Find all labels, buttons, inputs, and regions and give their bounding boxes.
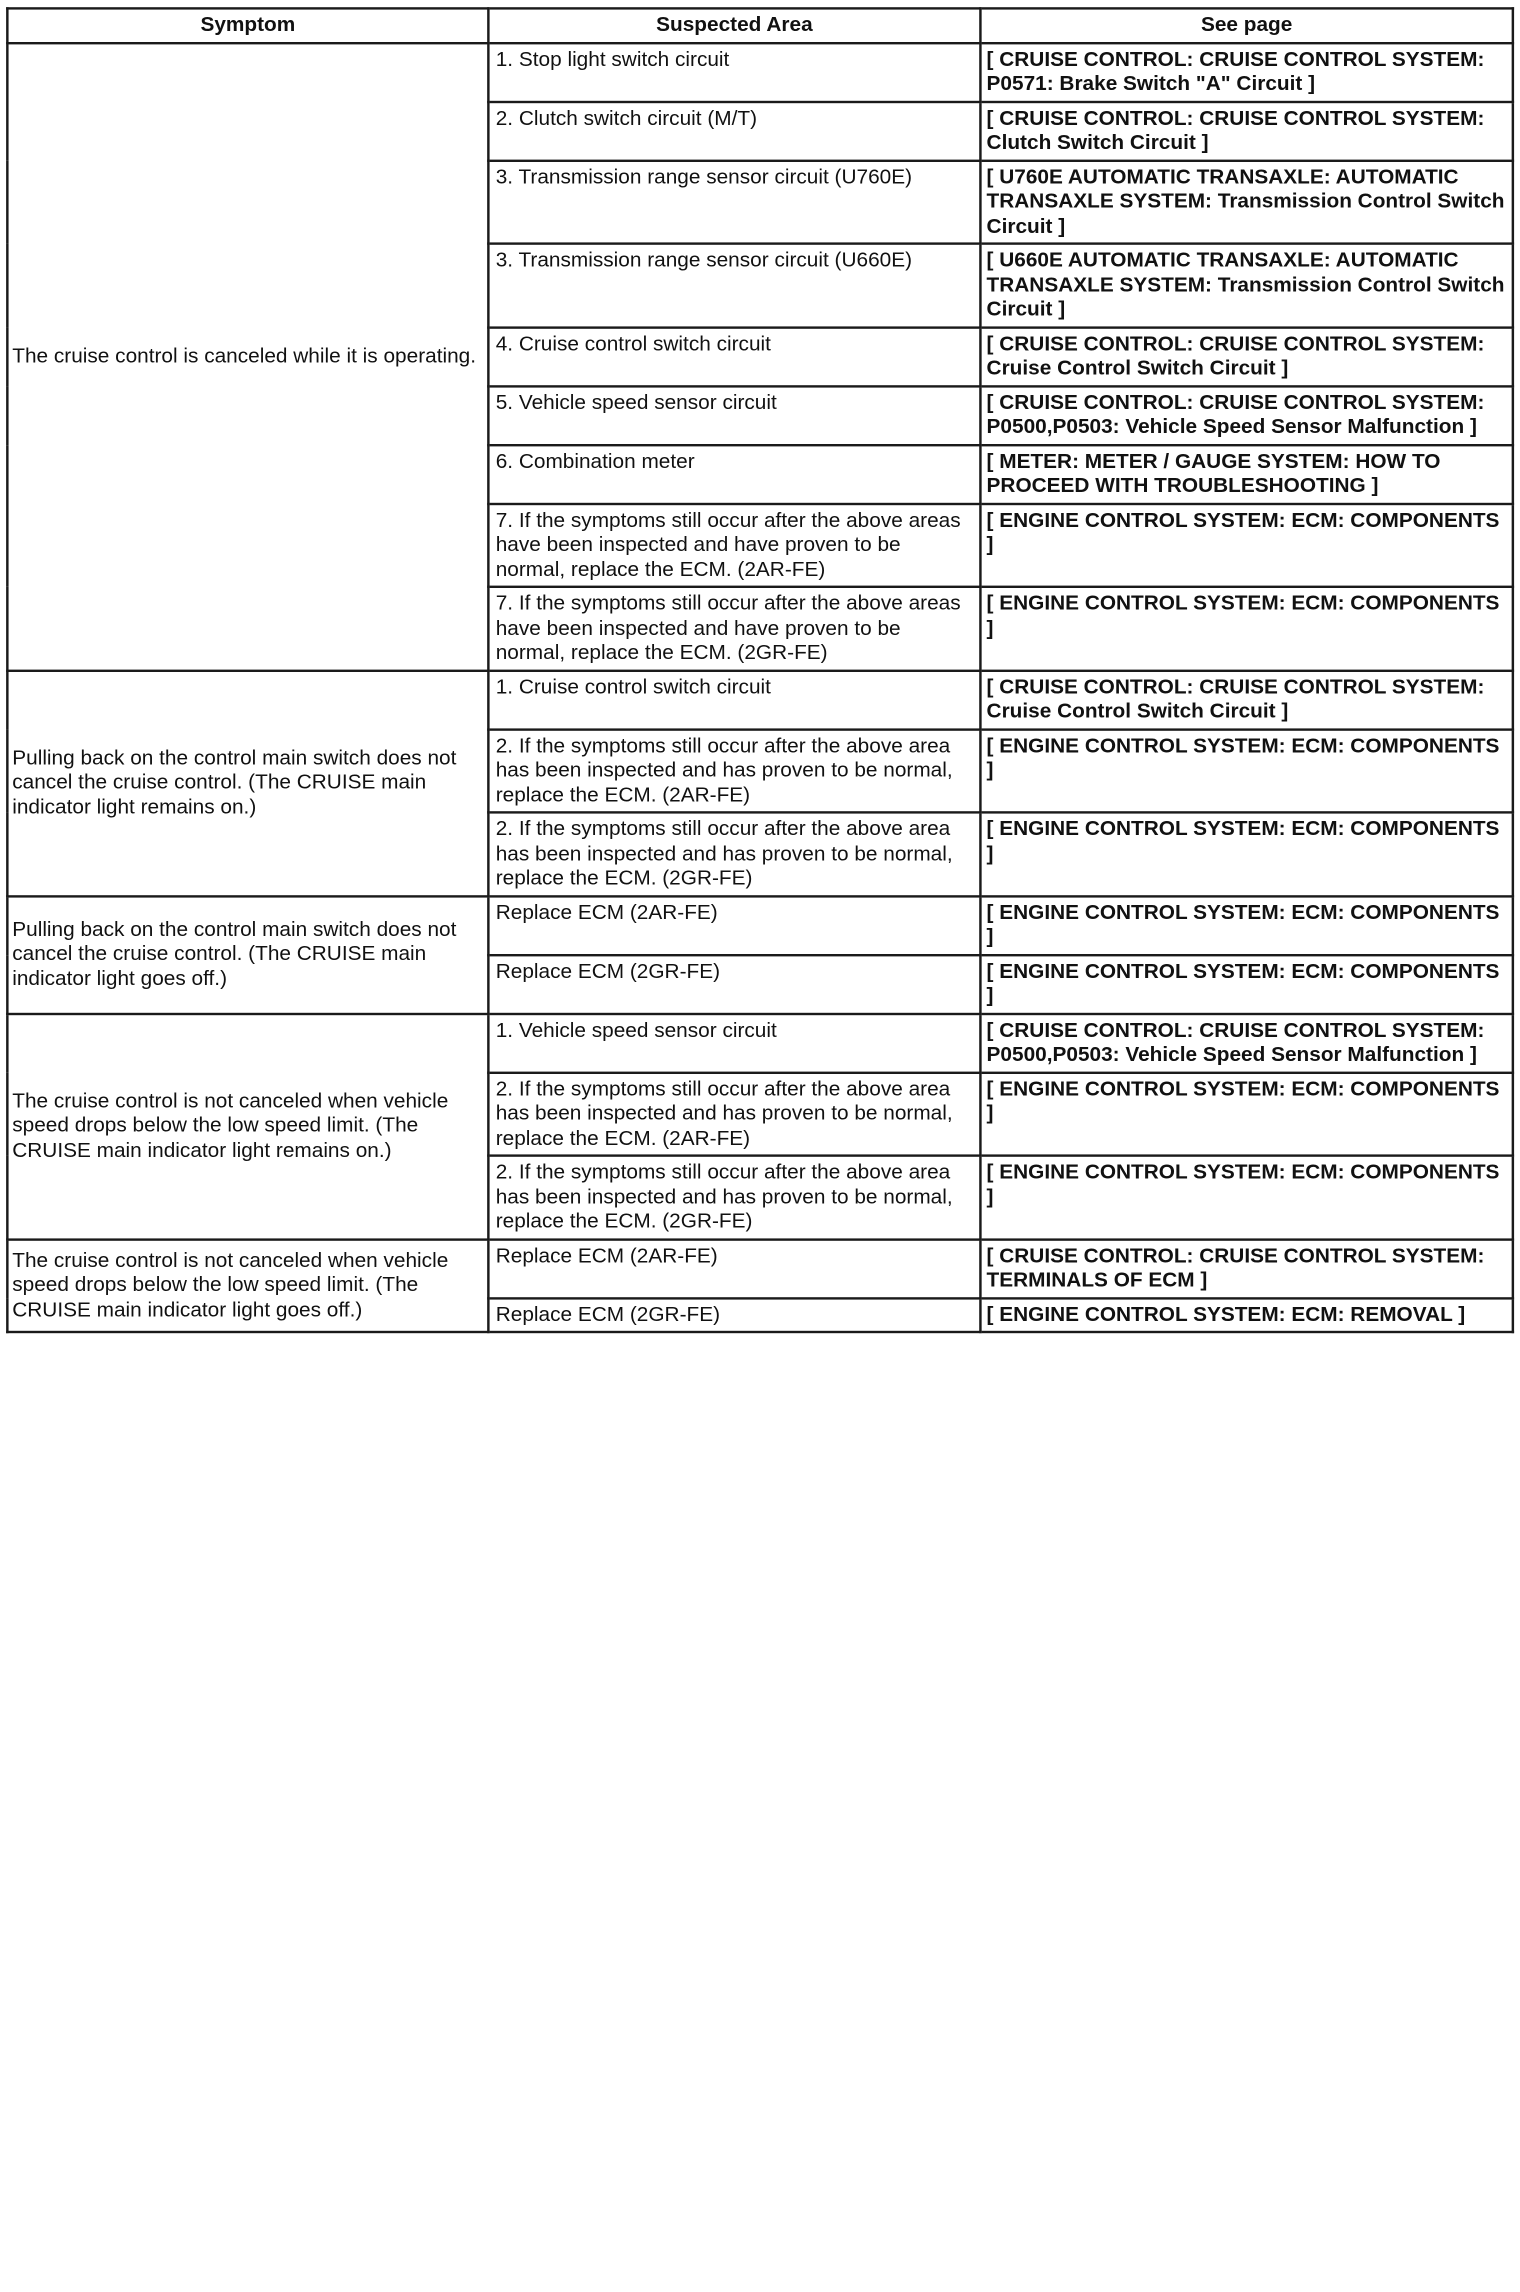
- see-page-link[interactable]: [ ENGINE CONTROL SYSTEM: ECM: COMPONENTS ]: [980, 812, 1512, 895]
- header-symptom: Symptom: [7, 8, 488, 42]
- see-page-link[interactable]: [ ENGINE CONTROL SYSTEM: ECM: COMPONENTS ]: [980, 587, 1512, 670]
- suspected-area-cell: Replace ECM (2AR-FE): [488, 1239, 980, 1298]
- suspected-area-cell: 1. Stop light switch circuit: [488, 43, 980, 102]
- suspected-area-cell: 2. If the symptoms still occur after the above area has been inspected and has proven to be normal, replace the ECM. (2GR-FE): [488, 812, 980, 895]
- see-page-link[interactable]: [ ENGINE CONTROL SYSTEM: ECM: REMOVAL ]: [980, 1298, 1512, 1332]
- suspected-area-cell: 2. If the symptoms still occur after the above area has been inspected and has proven to be normal, replace the ECM. (2AR-FE): [488, 729, 980, 812]
- see-page-link[interactable]: [ U660E AUTOMATIC TRANSAXLE: AUTOMATIC TRANSAXLE SYSTEM: Transmission Control Switch Circuit ]: [980, 244, 1512, 327]
- see-page-link[interactable]: [ CRUISE CONTROL: CRUISE CONTROL SYSTEM: Clutch Switch Circuit ]: [980, 101, 1512, 160]
- table-header-row: [7, 8, 1513, 42]
- see-page-link[interactable]: [ ENGINE CONTROL SYSTEM: ECM: COMPONENTS ]: [980, 729, 1512, 812]
- table-row: [7, 670, 1513, 729]
- see-page-link[interactable]: [ ENGINE CONTROL SYSTEM: ECM: COMPONENTS ]: [980, 955, 1512, 1014]
- suspected-area-cell: 3. Transmission range sensor circuit (U660E): [488, 244, 980, 327]
- suspected-area-cell: 2. If the symptoms still occur after the above area has been inspected and has proven to be normal, replace the ECM. (2AR-FE): [488, 1072, 980, 1155]
- see-page-link[interactable]: [ CRUISE CONTROL: CRUISE CONTROL SYSTEM: P0500,P0503: Vehicle Speed Sensor Malfunction ]: [980, 386, 1512, 445]
- header-see-page: See page: [980, 8, 1512, 42]
- symptom-cell: Pulling back on the control main switch does not cancel the cruise control. (The CRUISE main indicator light remains on.): [7, 670, 488, 896]
- table-row: [7, 896, 1513, 955]
- see-page-link[interactable]: [ U760E AUTOMATIC TRANSAXLE: AUTOMATIC TRANSAXLE SYSTEM: Transmission Control Switch Circuit ]: [980, 160, 1512, 243]
- see-page-link[interactable]: [ ENGINE CONTROL SYSTEM: ECM: COMPONENTS ]: [980, 503, 1512, 586]
- suspected-area-cell: 4. Cruise control switch circuit: [488, 327, 980, 386]
- table-row: [7, 1013, 1513, 1072]
- suspected-area-cell: 1. Cruise control switch circuit: [488, 670, 980, 729]
- symptom-cell: The cruise control is not canceled when vehicle speed drops below the low speed limit. (The CRUISE main indicator light remains on.): [7, 1013, 488, 1239]
- see-page-link[interactable]: [ ENGINE CONTROL SYSTEM: ECM: COMPONENTS ]: [980, 1072, 1512, 1155]
- suspected-area-cell: 5. Vehicle speed sensor circuit: [488, 386, 980, 445]
- suspected-area-cell: 6. Combination meter: [488, 445, 980, 504]
- see-page-link[interactable]: [ CRUISE CONTROL: CRUISE CONTROL SYSTEM: P0500,P0503: Vehicle Speed Sensor Malfunction ]: [980, 1013, 1512, 1072]
- see-page-link[interactable]: [ CRUISE CONTROL: CRUISE CONTROL SYSTEM: Cruise Control Switch Circuit ]: [980, 670, 1512, 729]
- see-page-link[interactable]: [ CRUISE CONTROL: CRUISE CONTROL SYSTEM: TERMINALS OF ECM ]: [980, 1239, 1512, 1298]
- see-page-link[interactable]: [ CRUISE CONTROL: CRUISE CONTROL SYSTEM: Cruise Control Switch Circuit ]: [980, 327, 1512, 386]
- suspected-area-cell: 7. If the symptoms still occur after the above areas have been inspected and have proven to be normal, replace the ECM. (2AR-FE): [488, 503, 980, 586]
- table-body: [7, 43, 1513, 1332]
- see-page-link[interactable]: [ CRUISE CONTROL: CRUISE CONTROL SYSTEM: P0571: Brake Switch "A" Circuit ]: [980, 43, 1512, 102]
- suspected-area-cell: 2. If the symptoms still occur after the above area has been inspected and has proven to be normal, replace the ECM. (2GR-FE): [488, 1156, 980, 1239]
- suspected-area-cell: Replace ECM (2GR-FE): [488, 955, 980, 1014]
- symptom-cell: The cruise control is canceled while it is operating.: [7, 43, 488, 671]
- symptom-cell: Pulling back on the control main switch does not cancel the cruise control. (The CRUISE main indicator light goes off.): [7, 896, 488, 1014]
- symptom-cell: The cruise control is not canceled when vehicle speed drops below the low speed limit. (The CRUISE main indicator light goes off.): [7, 1239, 488, 1332]
- header-suspected-area: Suspected Area: [488, 8, 980, 42]
- suspected-area-cell: 1. Vehicle speed sensor circuit: [488, 1013, 980, 1072]
- suspected-area-cell: Replace ECM (2GR-FE): [488, 1298, 980, 1332]
- suspected-area-cell: 3. Transmission range sensor circuit (U760E): [488, 160, 980, 243]
- see-page-link[interactable]: [ ENGINE CONTROL SYSTEM: ECM: COMPONENTS ]: [980, 896, 1512, 955]
- suspected-area-cell: 7. If the symptoms still occur after the above areas have been inspected and have proven to be normal, replace the ECM. (2GR-FE): [488, 587, 980, 670]
- table-row: [7, 43, 1513, 102]
- table-row: [7, 1239, 1513, 1298]
- see-page-link[interactable]: [ ENGINE CONTROL SYSTEM: ECM: COMPONENTS ]: [980, 1156, 1512, 1239]
- suspected-area-cell: 2. Clutch switch circuit (M/T): [488, 101, 980, 160]
- see-page-link[interactable]: [ METER: METER / GAUGE SYSTEM: HOW TO PROCEED WITH TROUBLESHOOTING ]: [980, 445, 1512, 504]
- problem-symptoms-table: [6, 7, 1514, 1333]
- suspected-area-cell: Replace ECM (2AR-FE): [488, 896, 980, 955]
